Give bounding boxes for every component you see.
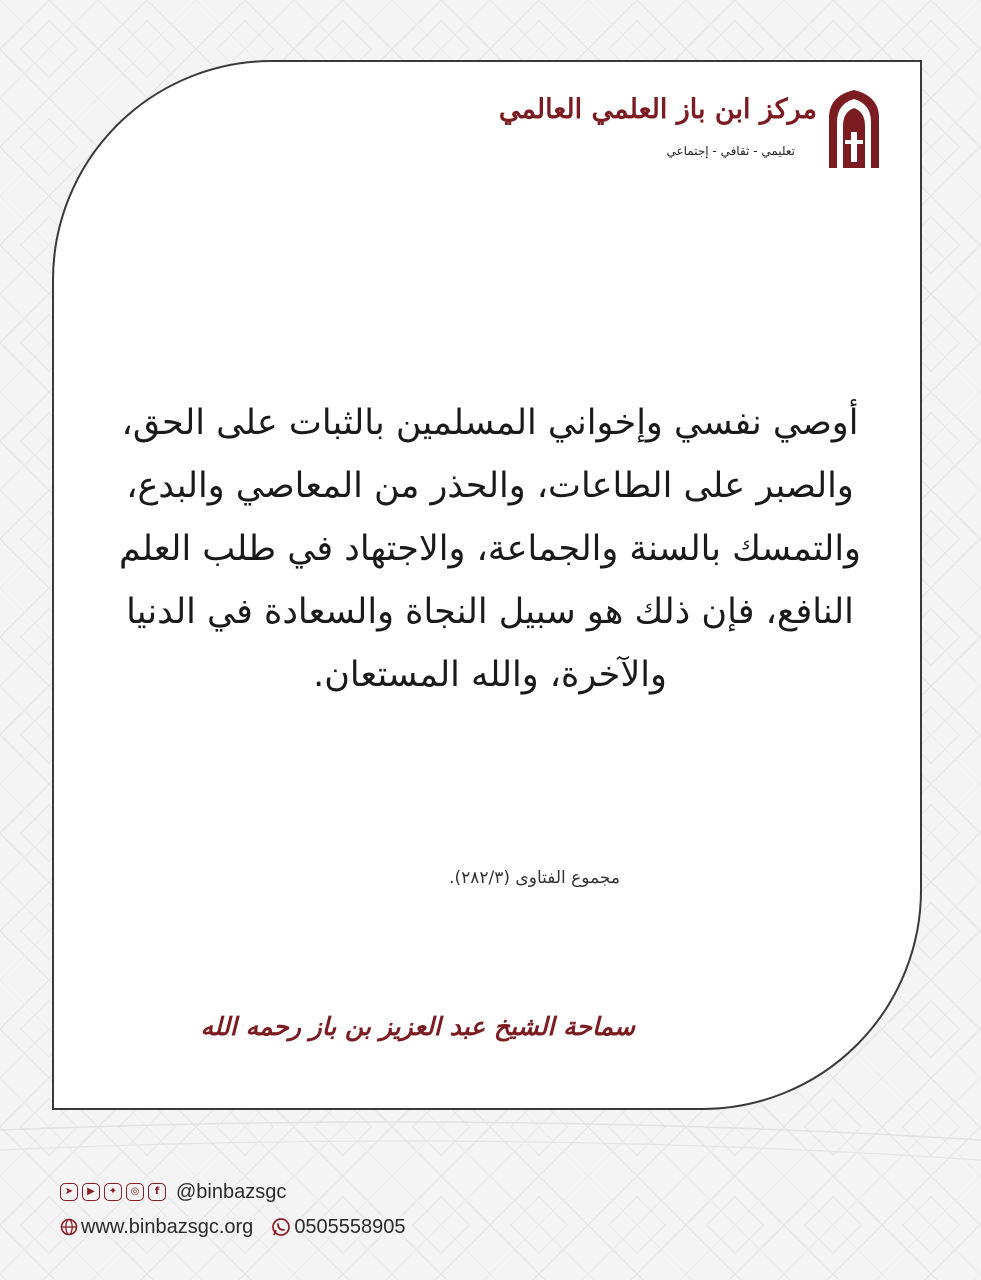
telegram-icon[interactable]: ➤ bbox=[60, 1183, 78, 1201]
logo-title: مركز ابن باز العلمي العالمي bbox=[498, 94, 817, 125]
center-logo bbox=[498, 88, 883, 178]
facebook-icon[interactable]: f bbox=[148, 1183, 166, 1201]
logo-subtitle: تعليمي - ثقافي - إجتماعي bbox=[666, 144, 795, 158]
globe-icon bbox=[60, 1218, 78, 1236]
mosque-arch-icon bbox=[825, 88, 883, 168]
twitter-icon[interactable]: ✦ bbox=[104, 1183, 122, 1201]
social-row bbox=[60, 1180, 286, 1204]
source-citation: مجموع الفتاوى (٢٨٢/٣). bbox=[449, 868, 620, 888]
website-link[interactable]: www.binbazsgc.org bbox=[81, 1215, 254, 1238]
signature-calligraphy: سماحة الشيخ عبد العزيز بن باز رحمه الله bbox=[200, 1012, 635, 1041]
instagram-icon[interactable]: ◎ bbox=[126, 1183, 144, 1201]
social-handle[interactable]: @binbazsgc bbox=[176, 1180, 287, 1203]
quote-text: أوصي نفسي وإخواني المسلمين بالثبات على الحق، والصبر على الطاعات، والحذر من المعاصي والبدع، والتمسك بالسنة والجماعة، والاجتهاد في طلب العلم النافع، فإن ذلك هو سبيل النجاة والسعادة في الدنيا والآخرة، والله المستعان. bbox=[119, 403, 861, 695]
whatsapp-icon bbox=[271, 1217, 291, 1237]
contact-row bbox=[60, 1214, 406, 1240]
footer bbox=[60, 1180, 560, 1250]
youtube-icon[interactable]: ▶ bbox=[82, 1183, 100, 1201]
phone-number[interactable]: 0505558905 bbox=[294, 1215, 406, 1238]
